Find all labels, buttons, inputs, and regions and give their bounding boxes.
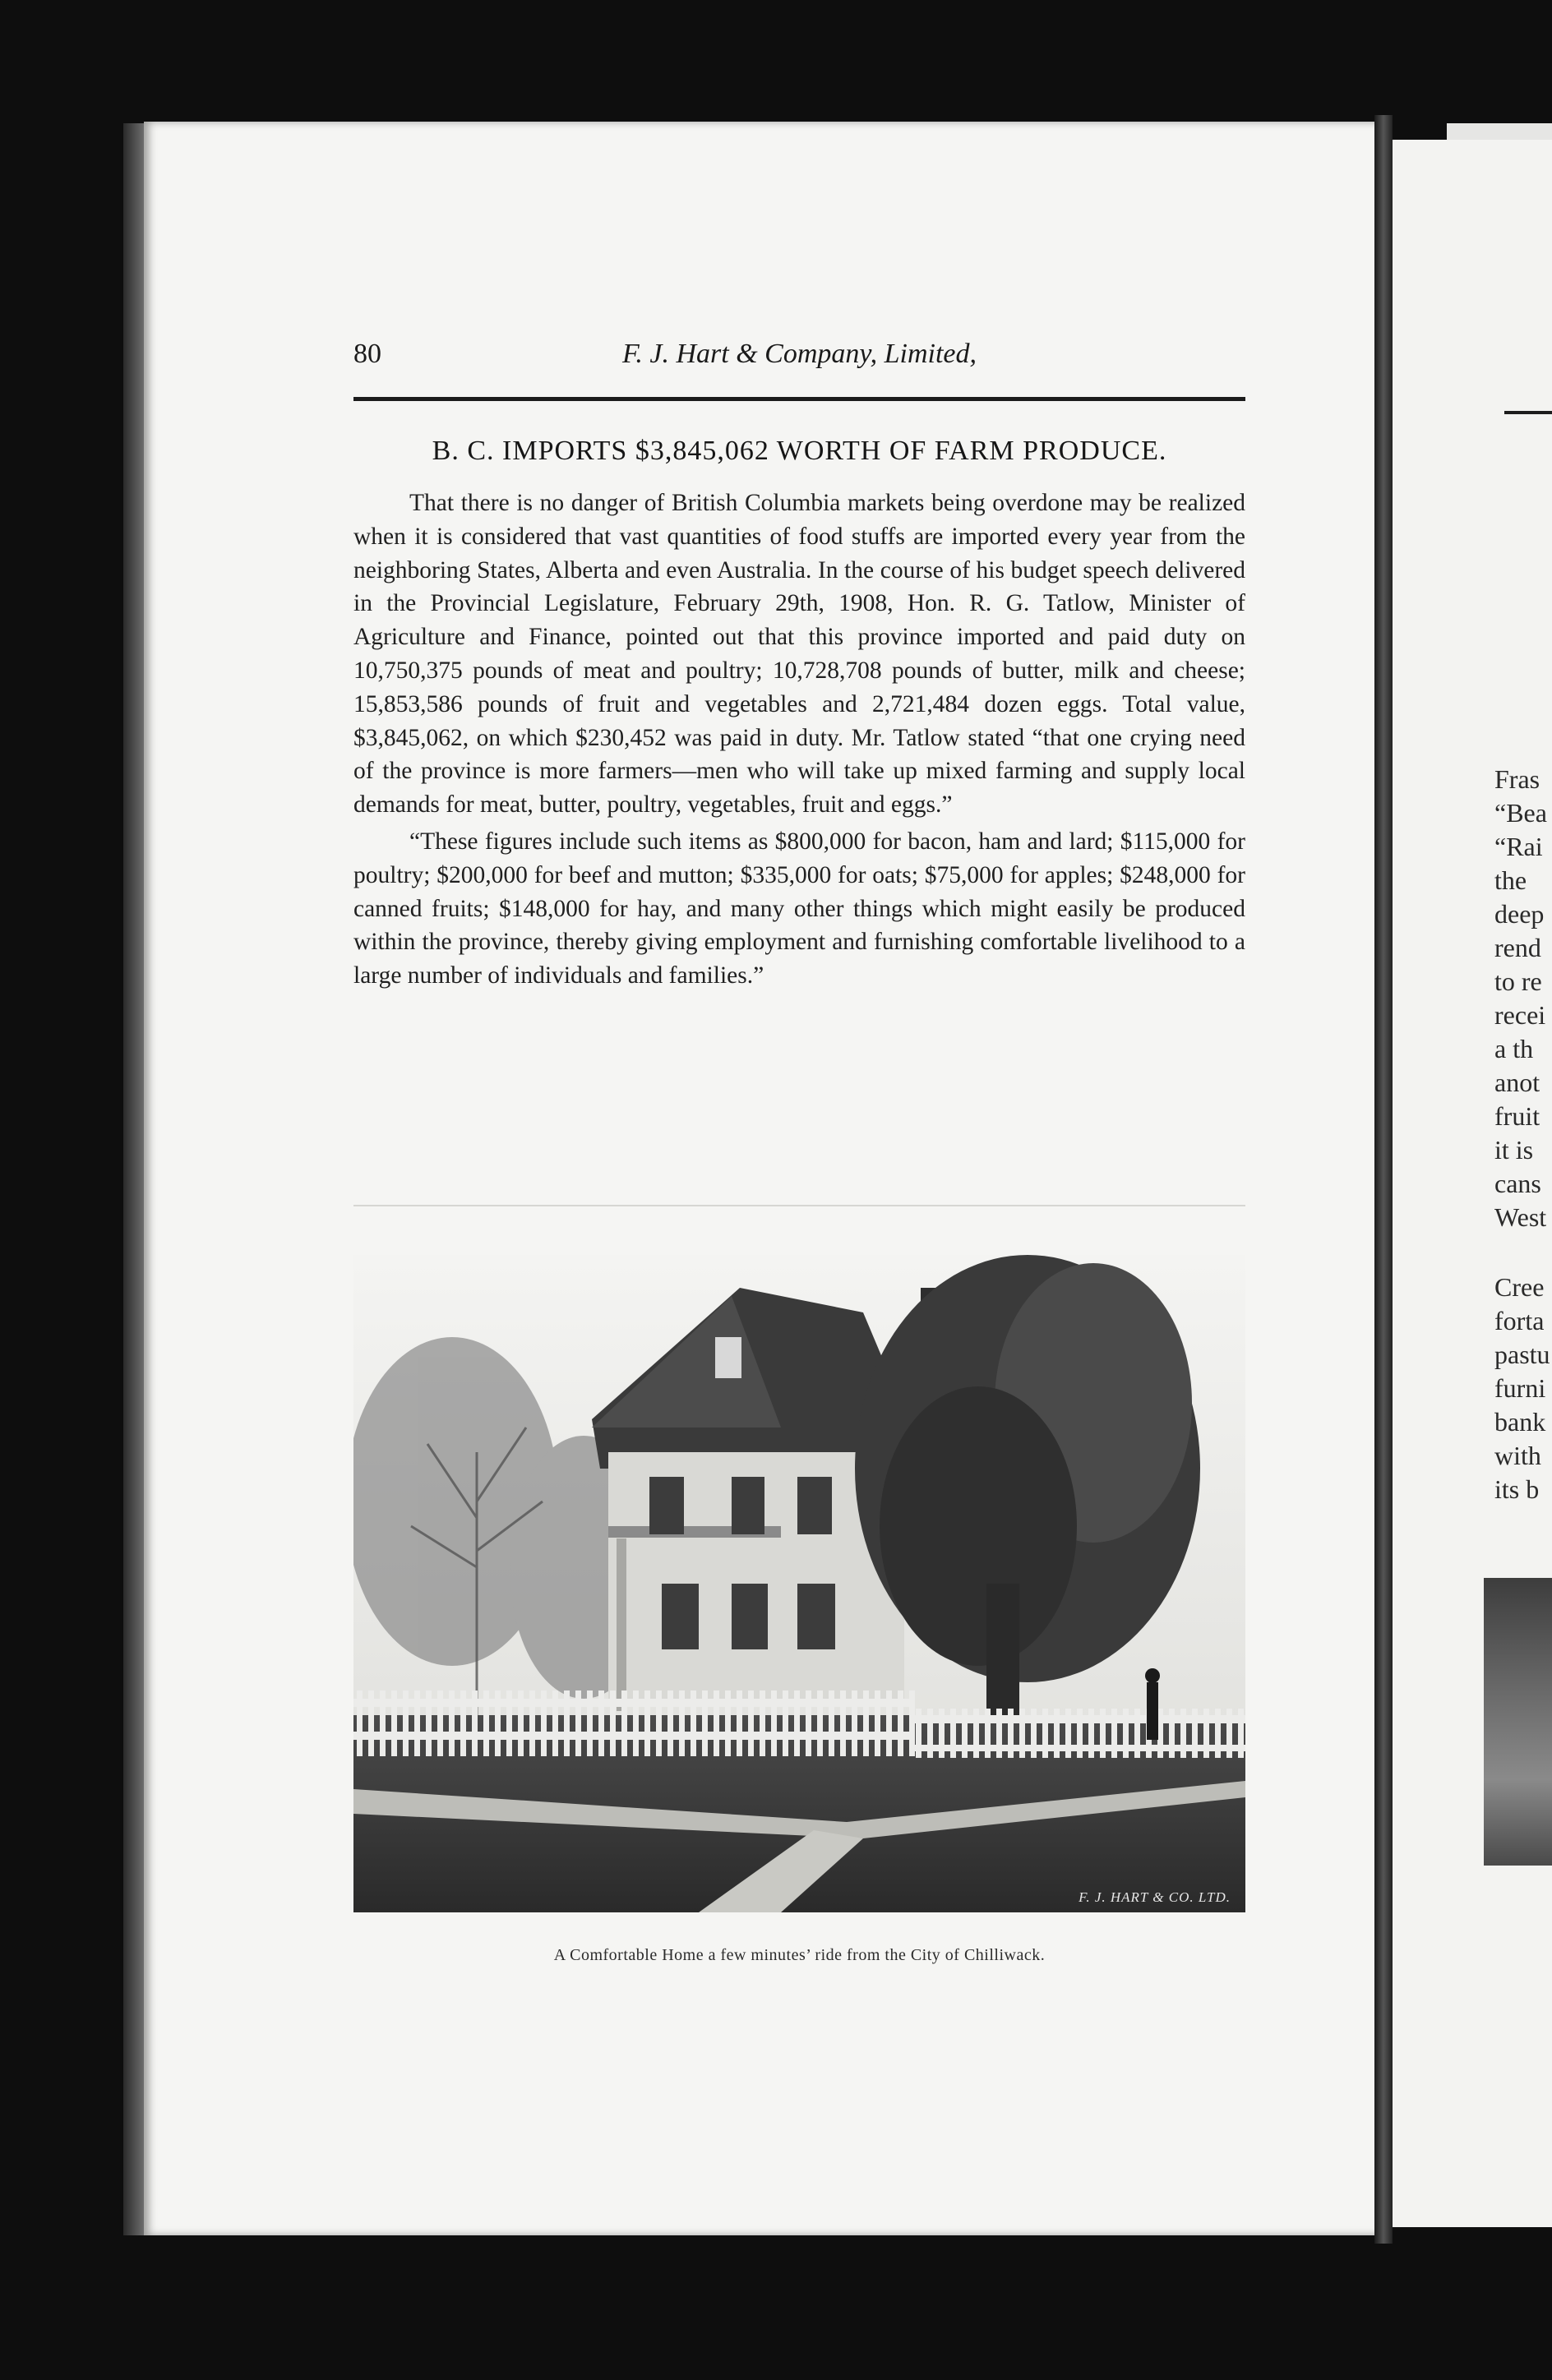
right-page-header-rule <box>1504 411 1552 414</box>
fence-picket <box>483 1690 489 1756</box>
section-separator <box>353 1205 1245 1206</box>
right-page-fragment: Cree <box>1494 1272 1545 1302</box>
fence-picket <box>357 1690 363 1756</box>
fence-picket <box>950 1709 956 1758</box>
right-page-fragment: recei <box>1494 1000 1546 1030</box>
fence-picket <box>633 1690 639 1756</box>
fence-picket <box>783 1690 788 1756</box>
fence-picket <box>748 1690 754 1756</box>
fence-picket <box>725 1690 731 1756</box>
right-page-fragment: Fras <box>1494 764 1540 794</box>
header-rule <box>353 397 1245 401</box>
fence-picket <box>714 1690 719 1756</box>
fence-picket <box>380 1690 386 1756</box>
fence-picket <box>575 1690 581 1756</box>
page-number: 80 <box>353 339 381 369</box>
fence-picket <box>610 1690 616 1756</box>
house-photo-illustration <box>353 1255 1245 1912</box>
fence-picket <box>1042 1709 1048 1758</box>
right-page-fragment: with <box>1494 1441 1541 1470</box>
right-page-fragment: the <box>1494 865 1527 895</box>
fence-picket <box>875 1690 880 1756</box>
fence-picket <box>1192 1709 1198 1758</box>
fence-picket <box>1065 1709 1071 1758</box>
fence-picket <box>916 1709 922 1758</box>
fence-picket <box>863 1690 869 1756</box>
right-page-fragment: it is <box>1494 1135 1534 1165</box>
fence-picket <box>909 1690 915 1756</box>
fence-picket <box>552 1690 558 1756</box>
fence-picket <box>927 1709 933 1758</box>
fence-picket <box>529 1690 535 1756</box>
fence-picket <box>1088 1709 1094 1758</box>
fence-picket <box>691 1690 696 1756</box>
fence-picket <box>702 1690 708 1756</box>
fence-picket <box>368 1690 374 1756</box>
photo-caption: A Comfortable Home a few minutes’ ride from the City of Chilliwack. <box>553 1946 1046 1964</box>
fence-picket <box>817 1690 823 1756</box>
page-gutter <box>1374 115 1393 2244</box>
paragraph-2: “These figures include such items as $800,000 for bacon, ham and lard; $115,000 for poultry; $200,000 for beef and mutton; $335,000 for oats; $75,000 for apples; $248,000 for canned fruits; $148,000 for hay, and many other things which might easily be produced within the province, thereby giving employment and furnishing comfortable livelihood to a large number of individuals and families.” <box>353 828 1245 989</box>
fence-picket <box>1111 1709 1117 1758</box>
fence-picket <box>564 1690 570 1756</box>
fence-picket <box>760 1690 765 1756</box>
right-page-fragment: West <box>1494 1202 1547 1232</box>
right-page-fragment: its b <box>1494 1474 1540 1504</box>
article-body <box>353 487 1245 993</box>
fence-picket <box>1134 1709 1140 1758</box>
paragraph-1: That there is no danger of British Columbia markets being overdone may be realized when it is considered that vast quantities of food stuffs are imported every year from the neighboring States, Alberta and even Australia. In the course of his budget speech delivered in the Provincial Legislature, February 29th, 1908, Hon. R. G. Tatlow, Minister of Agriculture and Finance, pointed out that this province imported and paid duty on 10,750,375 pounds of meat and poultry; 10,728,708 pounds of butter, milk and cheese; 15,853,586 pounds of fruit and vegetables and 2,721,484 dozen eggs. Total value, $3,845,062, on which $230,452 was paid in duty. Mr. Tatlow stated “that one crying need of the province is more farmers—men who will take up mixed farming and supply local demands for meat, butter, poultry, vegetables, fruit and eggs.” <box>353 490 1245 819</box>
fence-picket <box>886 1690 892 1756</box>
fence-picket <box>644 1690 650 1756</box>
fence-picket <box>667 1690 673 1756</box>
right-page-fragment: fruit <box>1494 1101 1540 1131</box>
right-page-fragment: “Bea <box>1494 798 1547 828</box>
fence-picket <box>495 1690 501 1756</box>
fence-picket <box>1169 1709 1175 1758</box>
fence-picket <box>771 1690 777 1756</box>
right-page-fragment: a th <box>1494 1034 1534 1063</box>
fence-picket <box>541 1690 547 1756</box>
fence-picket <box>1180 1709 1186 1758</box>
fence-picket <box>414 1690 420 1756</box>
fence-picket <box>437 1690 443 1756</box>
right-page-fragment: forta <box>1494 1306 1545 1335</box>
fence-picket <box>403 1690 409 1756</box>
right-page-fragment: deep <box>1494 899 1545 929</box>
fence-picket <box>1019 1709 1025 1758</box>
fence-picket <box>1123 1709 1129 1758</box>
fence-picket <box>460 1690 466 1756</box>
right-page-text-fragments <box>1494 763 1552 1506</box>
fence-picket <box>852 1690 857 1756</box>
fence-picket <box>506 1690 512 1756</box>
photo-credit: F. J. HART & CO. LTD. <box>1079 1889 1231 1905</box>
fence-picket <box>1100 1709 1106 1758</box>
fence-picket <box>1054 1709 1060 1758</box>
fence-picket <box>1203 1709 1209 1758</box>
right-page-photo-fragment <box>1484 1578 1552 1866</box>
article-title: B. C. IMPORTS $3,845,062 WORTH OF FARM PRODUCE. <box>432 436 1167 466</box>
right-page-fragment: bank <box>1494 1407 1546 1437</box>
fence-picket <box>737 1690 742 1756</box>
right-page-fragment: anot <box>1494 1068 1540 1097</box>
fence-picket <box>518 1690 524 1756</box>
fence-picket <box>939 1709 945 1758</box>
right-page-fragment: rend <box>1494 933 1541 962</box>
fence-picket <box>1031 1709 1037 1758</box>
right-page-fragment: pastu <box>1494 1340 1550 1369</box>
fence-picket <box>806 1690 811 1756</box>
fence-picket <box>829 1690 834 1756</box>
fence-picket <box>449 1690 455 1756</box>
fence-picket <box>1215 1709 1221 1758</box>
fence-picket <box>656 1690 662 1756</box>
fence-picket <box>985 1709 991 1758</box>
fence-picket <box>598 1690 604 1756</box>
running-title: F. J. Hart & Company, Limited, <box>622 339 977 369</box>
fence-picket <box>1157 1709 1163 1758</box>
right-page-fragment: cans <box>1494 1169 1541 1198</box>
right-page-fragment: furni <box>1494 1373 1546 1403</box>
fence-picket <box>1238 1709 1244 1758</box>
fence-picket <box>794 1690 800 1756</box>
fence-picket <box>587 1690 593 1756</box>
fence-picket <box>621 1690 627 1756</box>
fence-picket <box>1008 1709 1014 1758</box>
fence-picket <box>996 1709 1002 1758</box>
fence-picket <box>426 1690 432 1756</box>
running-header <box>353 339 1245 380</box>
house-photograph <box>353 1255 1245 1912</box>
fence-picket <box>1226 1709 1232 1758</box>
right-page-fragment: to re <box>1494 966 1542 996</box>
fence-picket <box>472 1690 478 1756</box>
fence-picket <box>973 1709 979 1758</box>
fence-picket <box>840 1690 846 1756</box>
fence-picket <box>391 1690 397 1756</box>
right-page-fragment: “Rai <box>1494 832 1543 861</box>
fence-picket <box>679 1690 685 1756</box>
fence-picket <box>962 1709 968 1758</box>
fence-picket <box>1077 1709 1083 1758</box>
fence-picket <box>898 1690 903 1756</box>
right-page-gap <box>1494 1234 1552 1271</box>
